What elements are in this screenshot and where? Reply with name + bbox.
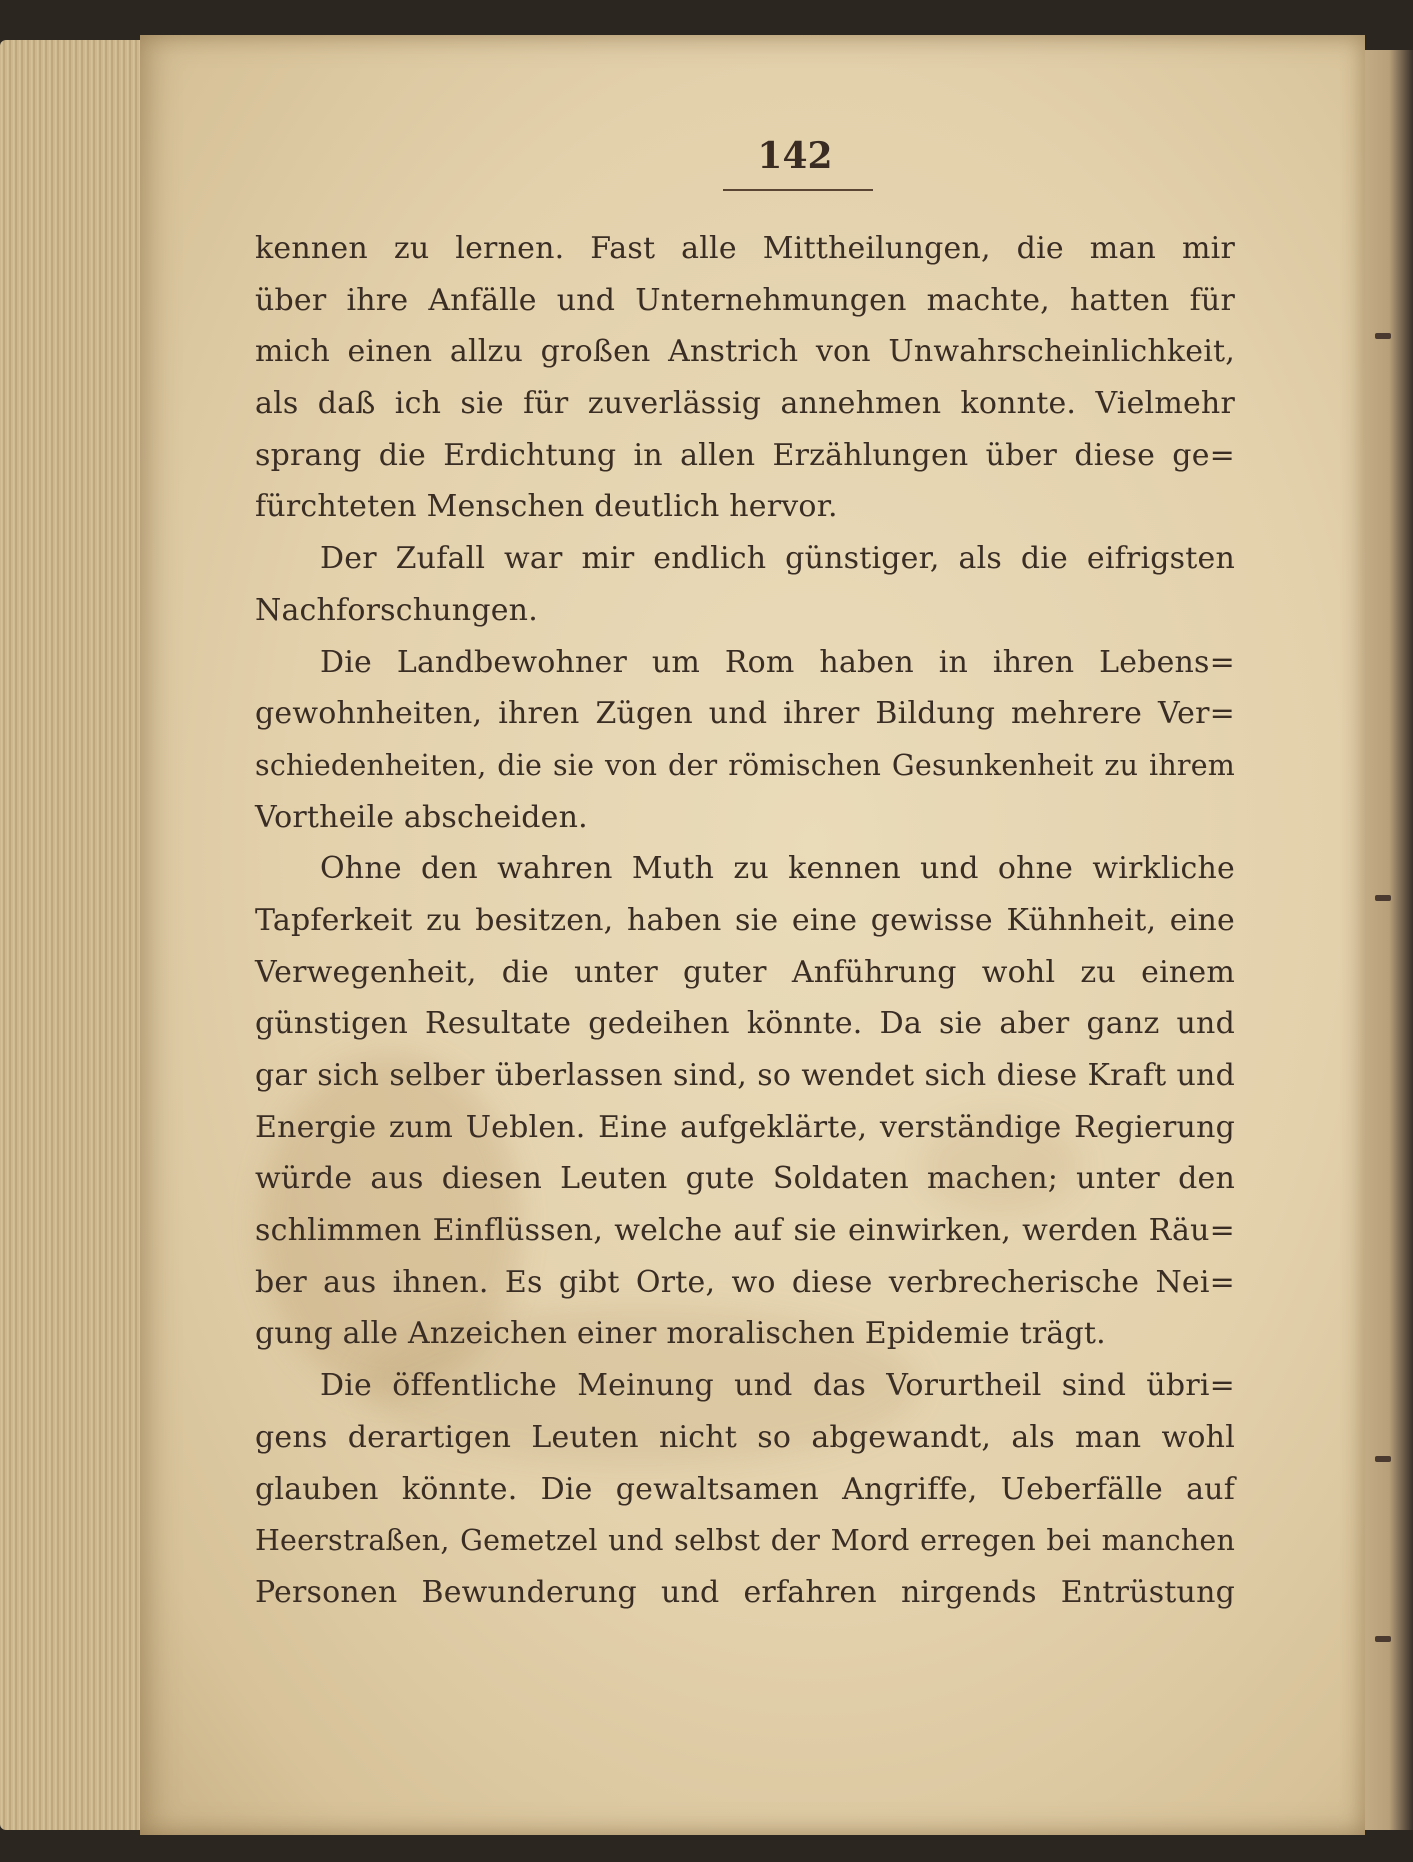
margin-mark (1375, 1636, 1391, 1642)
text-line: Der Zufall war mir endlich günstiger, als die eifrigsten (320, 541, 1235, 577)
page-number-rule (723, 189, 873, 191)
text-line: über ihre Anfälle und Unternehmungen machte, hatten für (255, 282, 1235, 318)
text-line: Vortheile abscheiden. (255, 799, 588, 835)
text-line: Verwegenheit, die unter guter Anführung wohl zu einem (255, 954, 1235, 990)
page-sheet (140, 35, 1365, 1835)
text-line: gar sich selber überlassen sind, so wendet sich diese Kraft und (255, 1058, 1235, 1093)
text-line: gung alle Anzeichen einer moralischen Epidemie trägt. (255, 1316, 1106, 1352)
text-line: glauben könnte. Die gewaltsamen Angriffe, Ueberfälle auf (255, 1471, 1235, 1507)
text-line: Ohne den wahren Muth zu kennen und ohne wirkliche (320, 851, 1235, 887)
text-line: würde aus diesen Leuten gute Soldaten machen; unter den (255, 1161, 1235, 1197)
book-page-edges (0, 40, 150, 1830)
text-line: gewohnheiten, ihren Zügen und ihrer Bildung mehrere Ver= (255, 696, 1235, 732)
text-line: schlimmen Einflüssen, welche auf sie einwirken, werden Räu= (255, 1213, 1235, 1249)
text-line: Personen Bewunderung und erfahren nirgends Entrüstung (255, 1574, 1235, 1610)
text-line: gens derartigen Leuten nicht so abgewandt, als man wohl (255, 1419, 1235, 1455)
text-line: sprang die Erdichtung in allen Erzählungen über diese ge= (255, 437, 1235, 473)
text-line: mich einen allzu großen Anstrich von Unwahrscheinlichkeit, (255, 334, 1235, 370)
text-line: Energie zum Ueblen. Eine aufgeklärte, verständige Regierung (255, 1109, 1235, 1145)
margin-mark (1375, 1456, 1391, 1462)
page-number: 142 (757, 135, 833, 177)
text-line: günstigen Resultate gedeihen könnte. Da sie aber ganz und (255, 1006, 1235, 1042)
text-line: Die öffentliche Meinung und das Vorurtheil sind übri= (320, 1368, 1235, 1404)
text-line: fürchteten Menschen deutlich hervor. (255, 489, 838, 525)
margin-mark (1375, 895, 1391, 901)
margin-mark (1375, 333, 1391, 339)
text-line: Heerstraßen, Gemetzel und selbst der Mord erregen bei manchen (255, 1524, 1235, 1558)
text-line: schiedenheiten, die sie von der römischen Gesunkenheit zu ihrem (255, 748, 1235, 782)
text-line: ber aus ihnen. Es gibt Orte, wo diese verbrecherische Nei= (255, 1264, 1235, 1300)
text-line: Tapferkeit zu besitzen, haben sie eine gewisse Kühnheit, eine (255, 902, 1235, 938)
text-line: Nachforschungen. (255, 592, 538, 628)
text-line: als daß ich sie für zuverlässig annehmen konnte. Vielmehr (255, 386, 1235, 422)
body-text (255, 223, 1235, 1619)
text-line: Die Landbewohner um Rom haben in ihren Lebens= (320, 644, 1235, 680)
text-line: kennen zu lernen. Fast alle Mittheilungen, die man mir (255, 231, 1235, 266)
